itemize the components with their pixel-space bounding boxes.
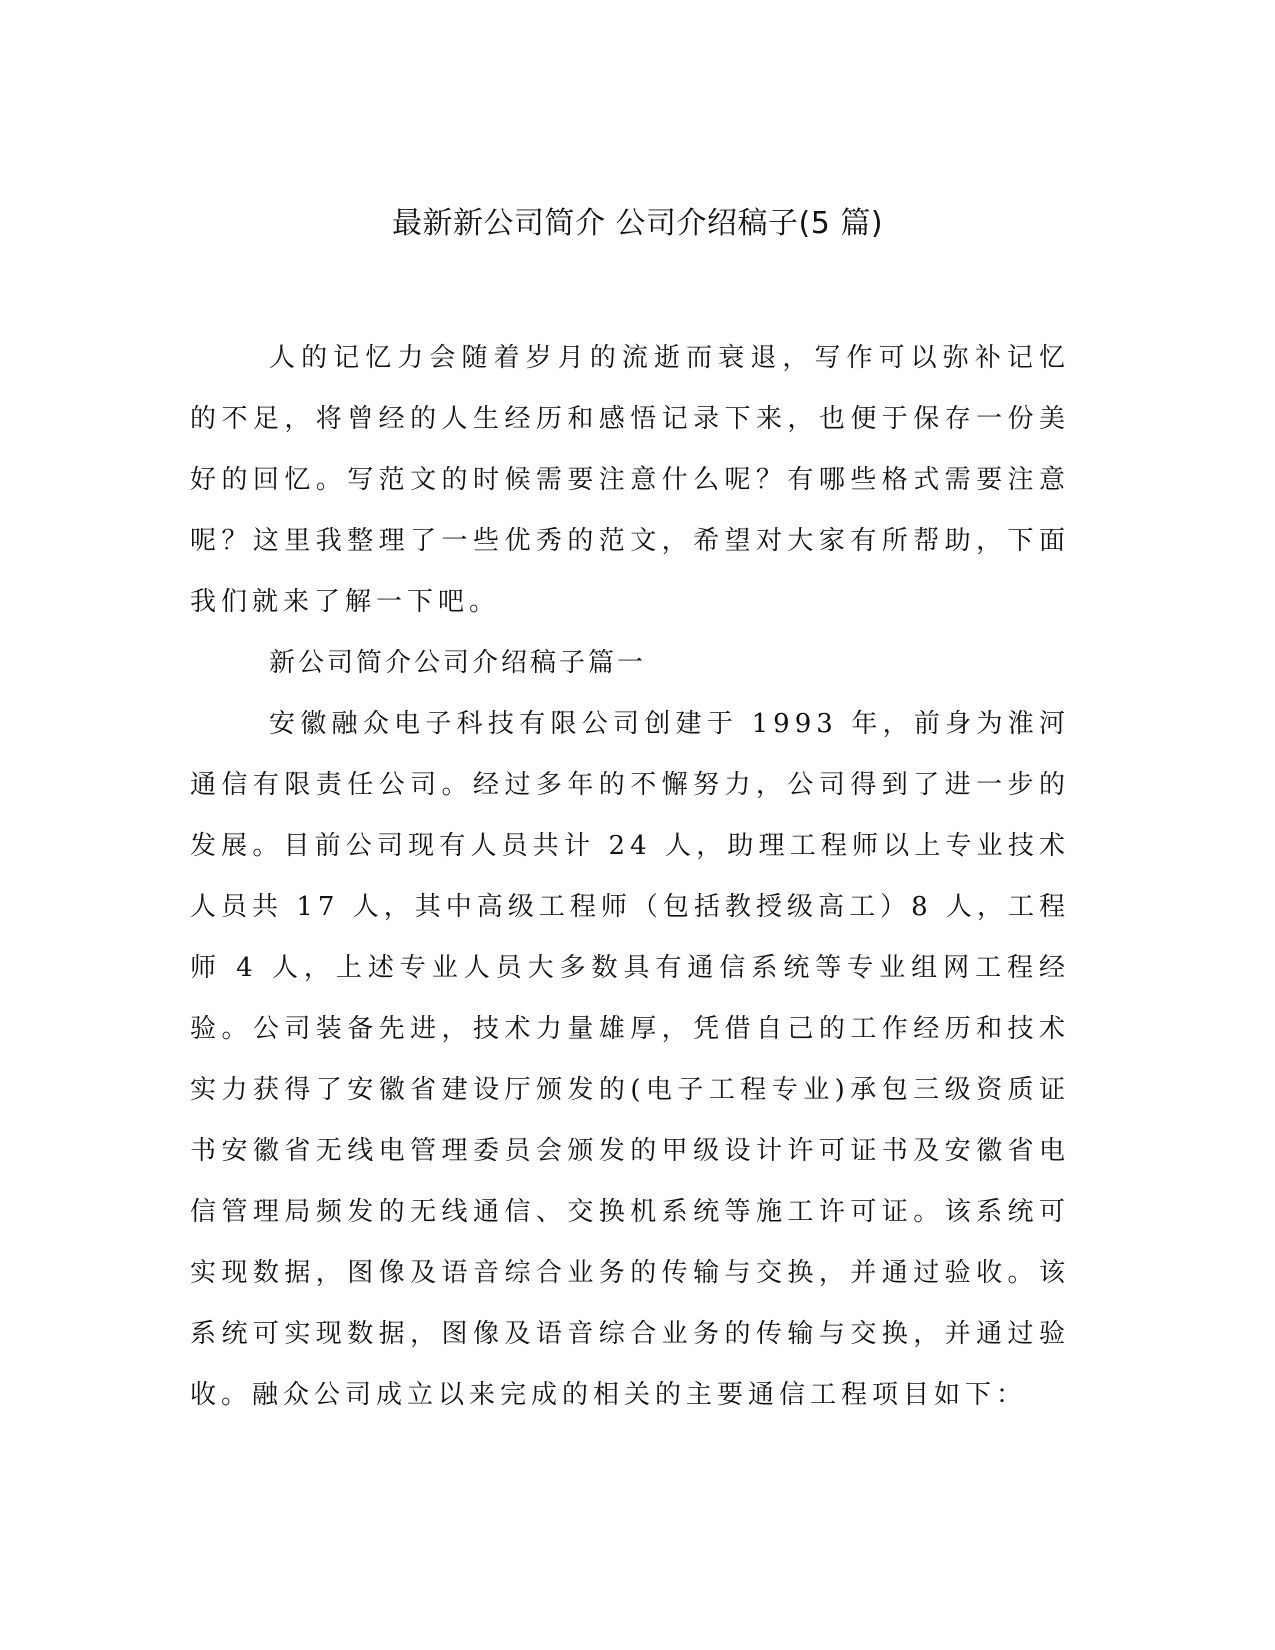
section-heading: 新公司简介公司介绍稿子篇一 [269, 648, 647, 678]
document-title: 最新新公司简介 公司介绍稿子(5 篇) [391, 206, 884, 241]
intro-paragraph: 人的记忆力会随着岁月的流逝而衰退，写作可以弥补记忆的不足，将曾经的人生经历和感悟记录下来，也便于保存一份美好的回忆。写范文的时候需要注意什么呢？有哪些格式需要注意呢？这里我整理了一些优秀的范文，希望对大家有所帮助，下面我们就来了解一下吧。 [190, 343, 1070, 617]
document-body [190, 328, 1070, 1426]
company-profile-paragraph: 安徽融众电子科技有限公司创建于 1993 年，前身为淮河通信有限责任公司。经过多年的不懈努力，公司得到了进一步的发展。目前公司现有人员共计 24 人，助理工程师以上专业技术人员共 17 人，其中高级工程师（包括教授级高工）8 人，工程师 4 人，上述专业人员大多数具有通信系统等专业组网工程经验。公司装备先进，技术力量雄厚，凭借自己的工作经历和技术实力获得了安徽省建设厅颁发的(电子工程专业)承包三级资质证书安徽省无线电管理委员会颁发的甲级设计许可证书及安徽省电信管理局频发的无线通信、交换机系统等施工许可证。该系统可实现数据，图像及语音综合业务的传输与交换，并通过验收。该系统可实现数据，图像及语音综合业务的传输与交换，并通过验收。融众公司成立以来完成的相关的主要通信工程项目如下： [190, 709, 1070, 1410]
